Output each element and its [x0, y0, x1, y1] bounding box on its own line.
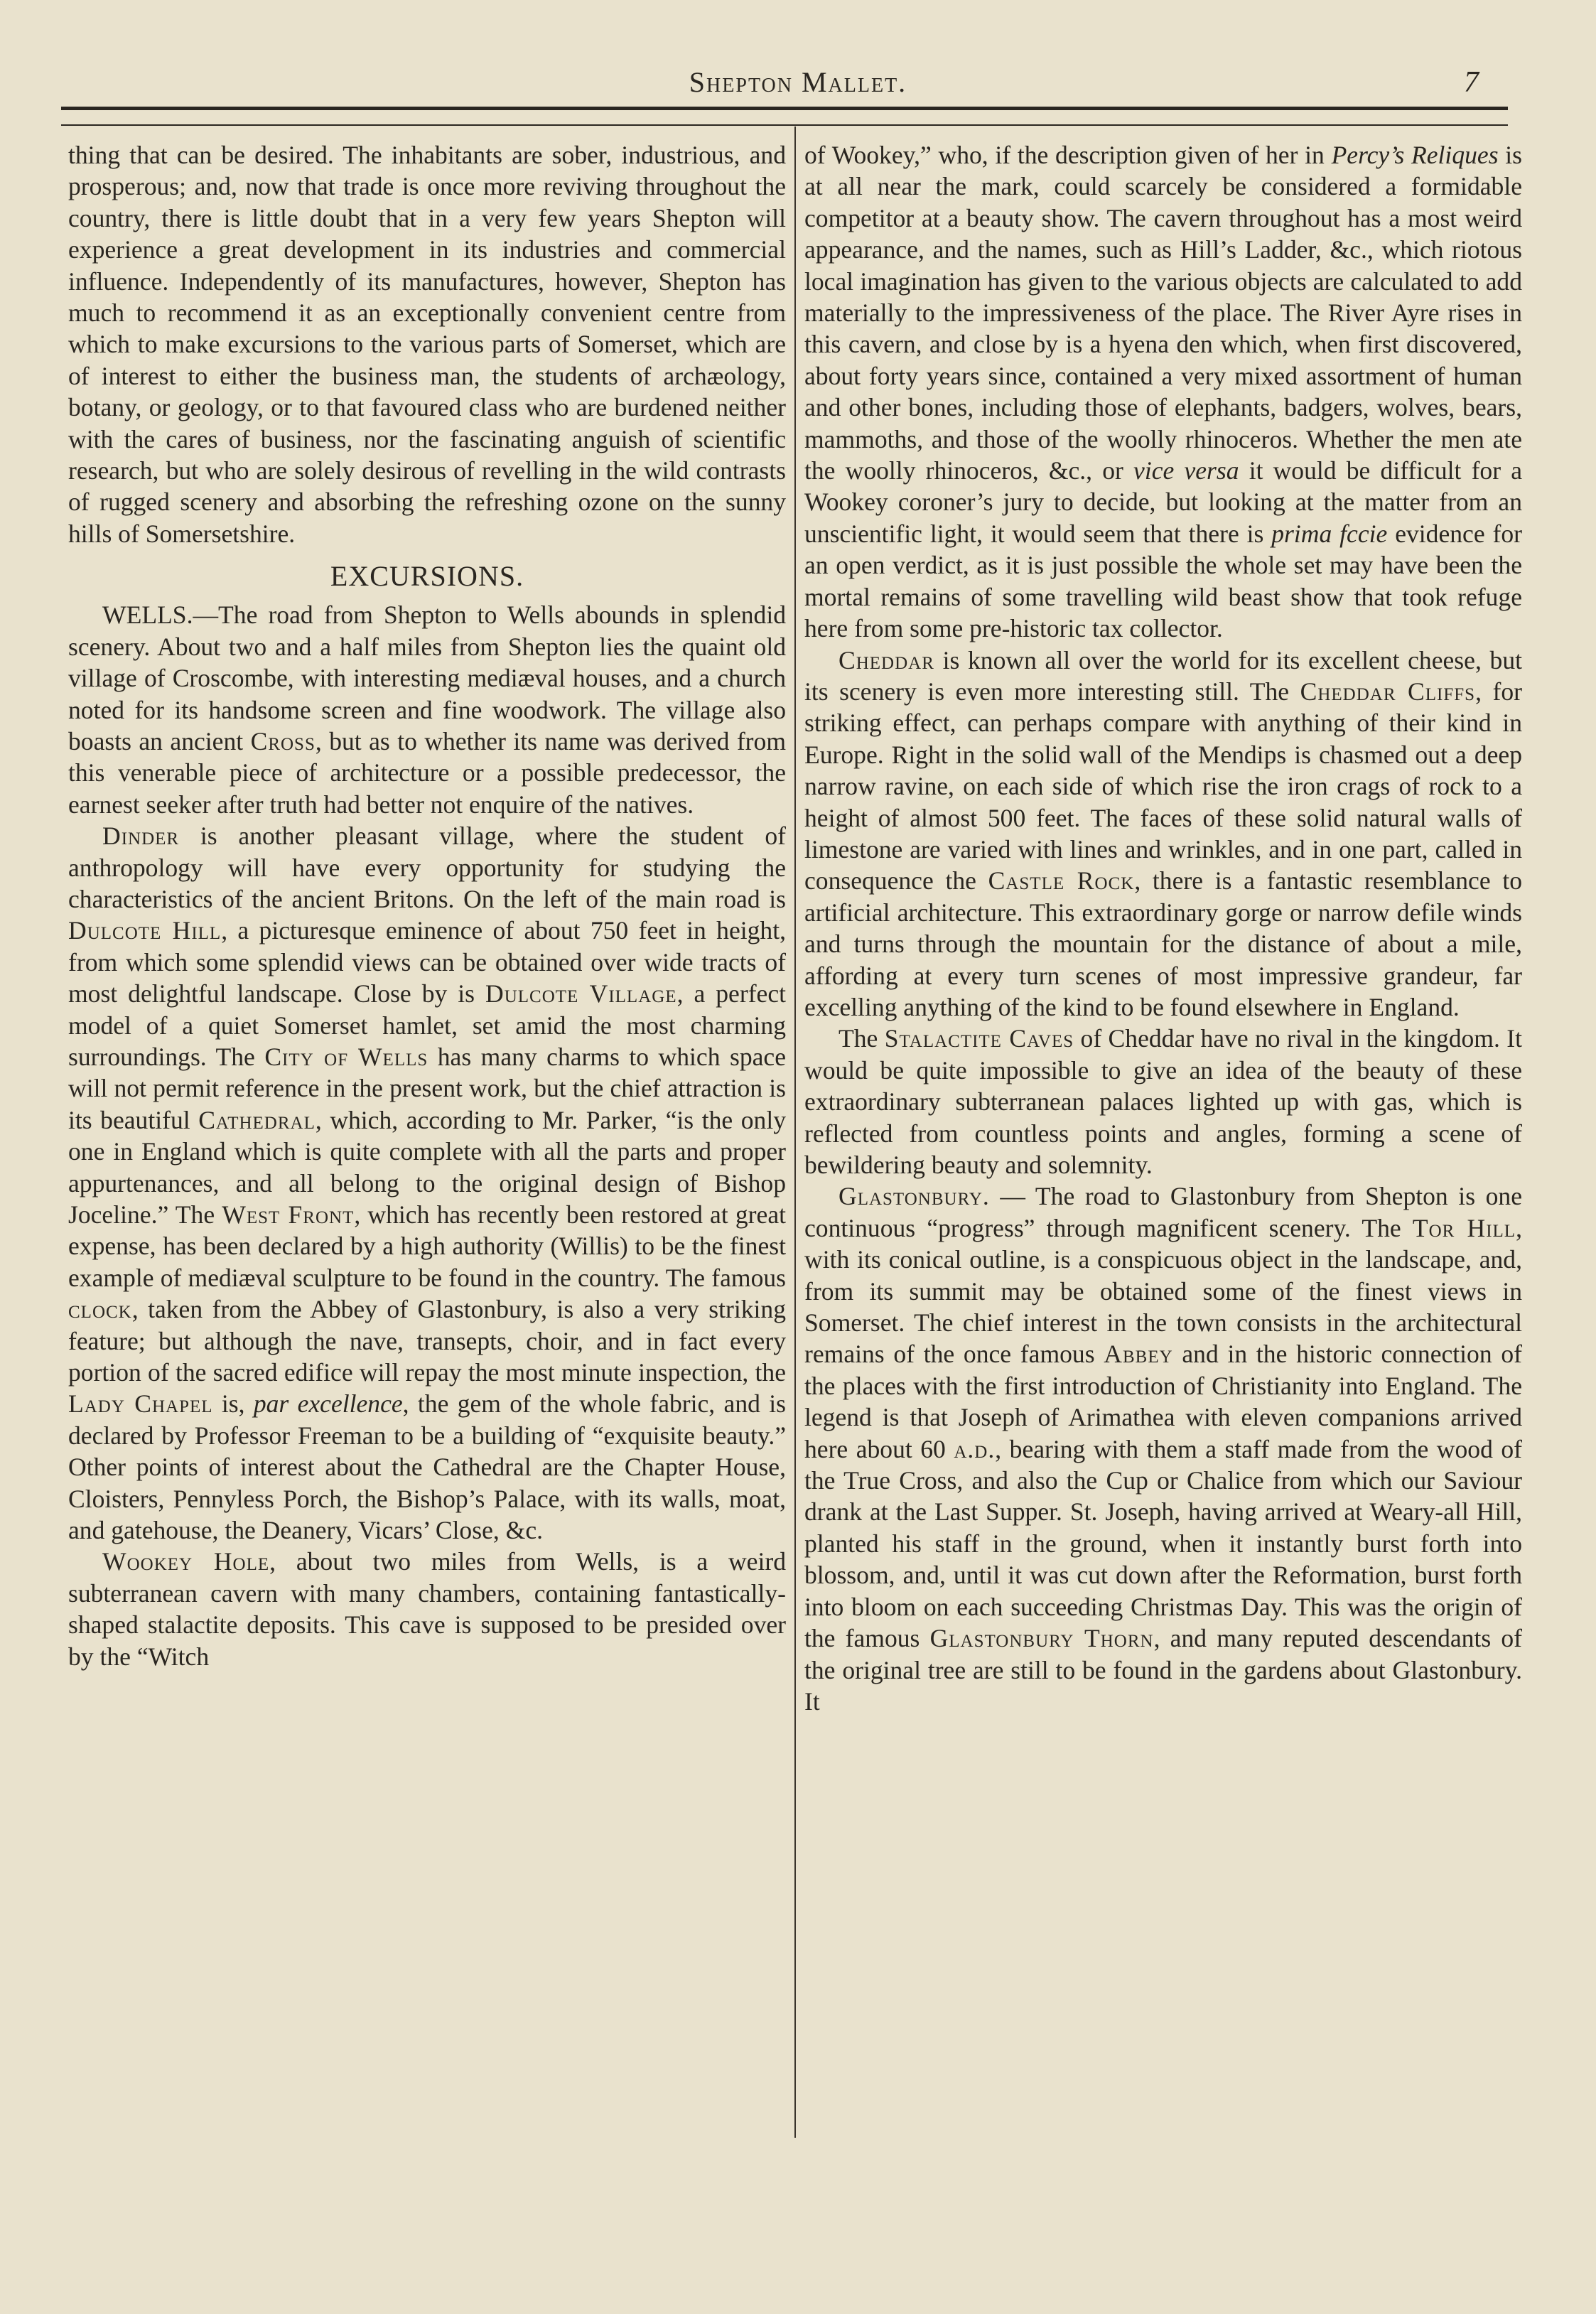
stalactite-caves-term: Stalactite Caves: [884, 1024, 1074, 1053]
dulcote-hill-term: Dulcote Hill: [68, 916, 222, 945]
dinder-term: Dinder: [102, 822, 180, 851]
west-front-term: West Front: [222, 1200, 355, 1229]
clock-term: clock: [68, 1295, 132, 1324]
dulcote-village-term: Dulcote Village: [485, 979, 677, 1008]
city-of-wells-term: City of Wells: [264, 1042, 428, 1071]
cheddar-cliffs-term: Cheddar Cliffs: [1300, 677, 1476, 706]
right-column: [804, 139, 1522, 1717]
glastonbury-term: Glastonbury.: [839, 1182, 990, 1211]
cheddar-term: Cheddar: [839, 645, 934, 674]
cheddar-paragraph: Cheddar is known all over the world for its excellent cheese, but its scenery is even more interesting still. The Cheddar Cliffs, for striking effect, can perhaps compare with anything of their kind in Europe. Right in the solid wall of the Mendips is chasmed out a deep narrow ravine, on each side of which rise the iron crags of rock to a height of almost 500 feet. The faces of these solid natural walls of limestone are varied with lines and wrinkles, and in one part, called in consequence the Castle Rock, there is a fantastic resemblance to artificial architecture. This extraordinary gorge or narrow defile winds and turns through the mountain for the distance of about a mile, affording at every turn scenes of most impressive grandeur, far excelling anything of the kind to be found elsewhere in England.: [804, 645, 1523, 1021]
wookey-paragraph: Wookey Hole, about two miles from Wells, is a weird subterranean cavern with many chambers, containing fantastically-shaped stalactite deposits. This cave is supposed to be presided over by the “Witch: [68, 1547, 786, 1671]
prima-facie-phrase: prima fccie: [1271, 519, 1388, 548]
abbey-term: Abbey: [1104, 1340, 1173, 1369]
stalactite-paragraph: The Stalactite Caves of Cheddar have no rival in the kingdom. It would be quite impossible to give an idea of the beauty of these extraordinary subterranean palaces lighted up with gas, which is reflected from countless points and angles, forming a scene of bewildering beauty and solemnity.: [804, 1024, 1522, 1179]
section-heading-excursions: EXCURSIONS.: [330, 560, 524, 593]
header-rule-thick: [61, 107, 1508, 110]
wells-paragraph: WELLS.—The road from Shepton to Wells abounds in splendid scenery. About two and a half miles from Shepton lies the quaint old village of Croscombe, with interesting mediæval houses, and a church noted for its handsome screen and fine woodwork. The village also boasts an ancient Cross, but as to whether its name was derived from this venerable piece of architecture or a possible predecessor, the earnest seeker after truth had better not enquire of the natives.: [68, 601, 786, 819]
wookey-hole-term: Wookey Hole: [102, 1547, 270, 1576]
header-rule-thin: [61, 124, 1508, 126]
percys-reliques-title: Percy’s Reliques: [1331, 141, 1499, 169]
cross-term: Cross: [250, 726, 316, 755]
castle-rock-term: Castle Rock: [988, 866, 1135, 895]
wells-lead: WELLS.: [102, 601, 193, 630]
tor-hill-term: Tor Hill: [1412, 1213, 1516, 1242]
dinder-paragraph: Dinder is another pleasant village, where the student of anthropology will have every opportunity for studying the characteristics of the ancient Britons. On the left of the main road is Dulcote Hill, a picturesque eminence of about 750 feet in height, from which some splendid views can be obtained over wide tracts of most delightful landscape. Close by is Dulcote Village, a perfect model of a quiet Somerset hamlet, set amid the most charming surroundings. The City of Wells has many charms to which space will not permit reference in the present work, but the chief attraction is its beautiful Cathedral, which, according to Mr. Parker, “is the only one in England which is quite complete with all the parts and proper appurtenances, and all belong to the original design of Bishop Joceline.” The West Front, which has recently been restored at great expense, has been declared by a high authority (Willis) to be the finest example of mediæval sculpture to be found in the country. The famous clock, taken from the Abbey of Glastonbury, is also a very striking feature; but although the nave, transepts, choir, and in fact every portion of the sacred edifice will repay the most minute inspection, the Lady Chapel is, par excellence, the gem of the whole fabric, and is declared by Professor Freeman to be a building of “exquisite beauty.” Other points of interest about the Cathedral are the Chapter House, Cloisters, Pennyless Porch, the Bishop’s Palace, with its walls, moat, and gatehouse, the Deanery, Vicars’ Close, &c.: [68, 822, 787, 1545]
page-number: 7: [1464, 66, 1479, 99]
running-title: Shepton Mallet.: [689, 66, 907, 98]
glastonbury-thorn-term: Glastonbury Thorn: [929, 1624, 1154, 1653]
vice-versa-phrase: vice versa: [1133, 456, 1239, 485]
left-column: [68, 139, 786, 1672]
wookey-continued-paragraph: of Wookey,” who, if the description given of her in Percy’s Reliques is at all near the mark, could scarcely be considered a formidable competitor at a beauty show. The cavern throughout has a most weird appearance, and the names, such as Hill’s Ladder, &c., which riotous local imagination has given to the various objects are calculated to add materially to the impressiveness of the place. The River Ayre rises in this cavern, and close by is a hyena den which, when first discovered, about forty years since, contained a very mixed assortment of human and other bones, including those of elephants, badgers, wolves, bears, mammoths, and those of the woolly rhinoceros. Whether the men ate the woolly rhinoceros, &c., or vice versa it would be difficult for a Wookey coroner’s jury to decide, but looking at the matter from an unscientific light, it would seem that there is prima fccie evidence for an open verdict, as it is just possible the whole set may have been the mortal remains of some travelling wild beast show that took refuge here from some pre-historic tax collector.: [804, 141, 1523, 643]
intro-paragraph: thing that can be desired. The inhabitants are sober, industrious, and prosperous; and, now that trade is once more reviving throughout the country, there is little doubt that in a very few years Shepton will experience a great development in its industries and commercial influence. Independently of its manufactures, however, Shepton has much to recommend it as an exceptionally convenient centre from which to make excursions to the various parts of Somerset, which are of interest to either the business man, the students of archæology, botany, or geology, or to that favoured class who are burdened neither with the cares of business, nor the fascinating anguish of scientific research, but who are solely desirous of revelling in the wild contrasts of rugged scenery and absorbing the refreshing ozone on the sunny hills of Somersetshire.: [68, 141, 786, 548]
anno-domini-term: a.d.: [954, 1434, 996, 1463]
lady-chapel-term: Lady Chapel: [68, 1389, 213, 1419]
par-excellence-phrase: par excellence: [253, 1389, 403, 1419]
glastonbury-paragraph: Glastonbury. — The road to Glastonbury from Shepton is one continuous “progress” through magnificent scenery. The Tor Hill, with its conical outline, is a conspicuous object in the landscape, and, from its summit may be obtained some of the finest views in Somerset. The chief interest in the town consists in the architectural remains of the once famous Abbey and in the historic connection of the places with the first introduction of Christianity into England. The legend is that Joseph of Arimathea with eleven companions arrived here about 60 a.d., bearing with them a staff made from the wood of the True Cross, and also the Cup or Chalice from which our Saviour drank at the Last Supper. St. Joseph, having arrived at Weary-all Hill, planted his staff in the ground, when it instantly burst forth into blossom, and, until it was cut down after the Reformation, burst forth into bloom on each succeeding Christmas Day. This was the origin of the famous Glastonbury Thorn, and many reputed descendants of the original tree are still to be found in the gardens about Glastonbury. It: [804, 1182, 1522, 1716]
column-divider: [794, 127, 796, 2138]
cathedral-term: Cathedral: [198, 1105, 316, 1134]
